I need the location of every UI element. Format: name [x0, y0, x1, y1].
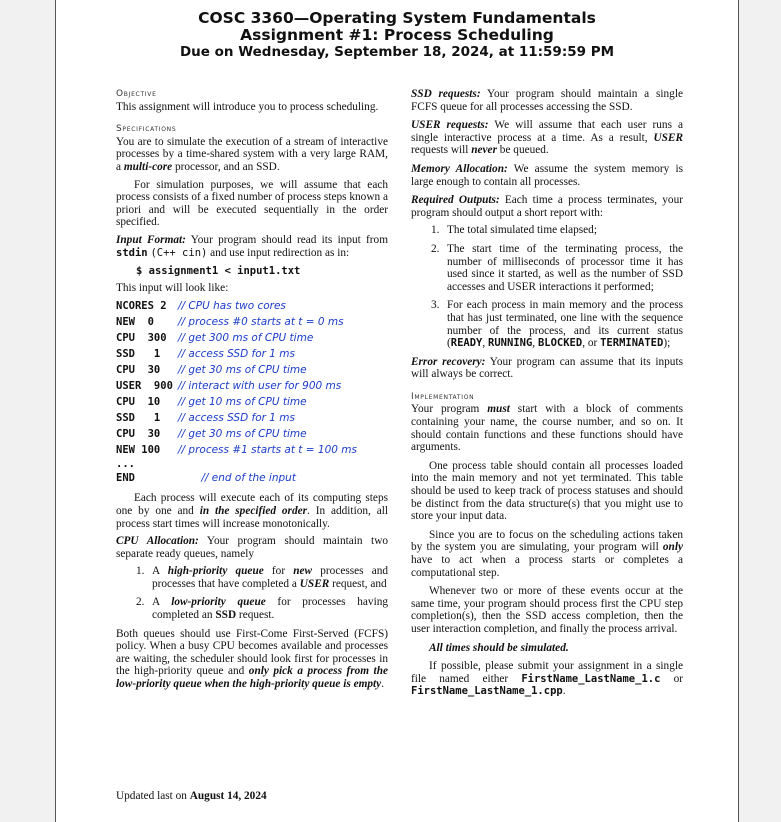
code-line: CPU 30 // get 30 ms of CPU time	[116, 428, 307, 441]
implementation-paragraph: Your program must start with a block of comments containing your name, the course number, and so on. It should contain functions and these functions should have arguments.	[411, 403, 683, 454]
code-line: SSD 1 // access SSD for 1 ms	[116, 348, 296, 361]
code-line: CPU 30 // get 30 ms of CPU time	[116, 364, 307, 377]
all-times-note: All times should be simulated.	[429, 641, 569, 654]
specifications-heading: Specifications	[116, 124, 177, 135]
list-item: 1. A high-priority queue for new processes and processes that have completed a USER request, and	[136, 565, 389, 590]
right-column	[411, 88, 683, 698]
list-item: 3. For each process in main memory and the process that has just terminated, one line with the sequence number of the process, and its current status (READY, RUNNING, BLOCKED, or TERMINATED);	[431, 299, 683, 350]
objective-heading: Objective	[116, 89, 157, 99]
memory-allocation-paragraph: Memory Allocation: We assume the system memory is large enough to contain all processes.	[411, 162, 684, 188]
due-date: Due on Wednesday, September 18, 2024, at 11:59:59 PM	[179, 44, 615, 60]
spec-paragraph-2: For simulation purposes, we will assume that each process consists of a fixed number of process steps known a priori and will be executed sequentially in the order specified.	[116, 178, 388, 229]
list-item: 2. The start time of the terminating process, the number of milliseconds of processor time it has used since it started, as well as the number of SSD accesses and USER interactions it performed;	[431, 242, 683, 293]
focus-paragraph: Since you are to focus on the scheduling actions taken by the system you are simulating, your program will only have to act when a process starts or completes a computational step.	[411, 528, 683, 579]
code-line: USER 900 // interact with user for 900 ms	[116, 380, 342, 393]
code-line: ...	[116, 458, 135, 471]
process-table-paragraph: One process table should contain all processes loaded into the main memory and not yet terminated. This table should be used to keep track of process statuses and should be distinct from the data structure(s) that you might use to store your input data.	[411, 459, 683, 523]
list-item: 2. A low-priority queue for processes having completed an SSD request.	[136, 596, 389, 622]
spec-paragraph-1: You are to simulate the execution of a stream of interactive processes by a time-shared system with a very large RAM, a multi-core processor, and an SSD.	[116, 135, 388, 173]
left-column	[116, 88, 388, 691]
document-title	[56, 10, 738, 61]
error-recovery-paragraph: Error recovery: Your program can assume that its inputs will always be correct.	[411, 355, 683, 381]
command-line: $ assignment1 < input1.txt	[136, 265, 301, 278]
required-outputs-paragraph: Required Outputs: Each time a process terminates, your program should output a short report with:	[411, 194, 683, 219]
list-item: 1. The total simulated time elapsed;	[431, 224, 597, 237]
code-line: NCORES 2 // CPU has two cores	[116, 300, 286, 313]
implementation-heading: Implementation	[411, 391, 475, 402]
input-intro: This input will look like:	[116, 281, 229, 294]
course-title: COSC 3360—Operating System Fundamentals	[198, 9, 596, 27]
code-line: NEW 0 // process #0 starts at t = 0 ms	[116, 316, 344, 329]
execution-paragraph: Each process will execute each of its computing steps one by one and in the specified order. In addition, all process start times will increase monotonically.	[116, 492, 388, 530]
queue-list	[116, 565, 388, 621]
code-line: NEW 100 // process #1 starts at t = 100 ms	[116, 444, 357, 457]
outputs-list	[411, 224, 683, 349]
fcfs-paragraph: Both queues should use First-Come First-Served (FCFS) policy. When a busy CPU becomes available and processes are waiting, the scheduler should look first for processes in the high-priority queue and only pick a process from the low-priority queue when the high-priority queue is empty.	[116, 627, 388, 691]
code-line: SSD 1 // access SSD for 1 ms	[116, 412, 296, 425]
user-requests-paragraph: USER requests: We will assume that each user runs a single interactive process at a time. As a result, USER requests will never be queued.	[411, 119, 683, 157]
input-format-paragraph: Input Format: Your program should read its input from stdin (C++ cin) and use input redirection as in:	[116, 233, 388, 259]
document-page	[55, 0, 739, 822]
ssd-requests-paragraph: SSD requests: Your program should maintain a single FCFS queue for all processes accessing the SSD.	[411, 88, 683, 113]
input-example	[116, 298, 388, 486]
assignment-title: Assignment #1: Process Scheduling	[240, 26, 554, 44]
code-line: END // end of the input	[116, 472, 296, 485]
event-order-paragraph: Whenever two or more of these events occur at the same time, your program should process first the CPU step completion(s), then the SSD access completion, then the user interaction completion, and finally the process arrival.	[411, 585, 683, 635]
code-line: CPU 10 // get 10 ms of CPU time	[116, 396, 307, 409]
objective-text: This assignment will introduce you to process scheduling.	[116, 100, 379, 113]
code-line: CPU 300 // get 300 ms of CPU time	[116, 332, 314, 345]
footer: Updated last on August 14, 2024	[116, 790, 267, 802]
submission-paragraph: If possible, please submit your assignment in a single file named either FirstName_LastName_1.c or FirstName_LastName_1.cpp.	[411, 660, 683, 698]
cpu-allocation-paragraph: CPU Allocation: Your program should maintain two separate ready queues, namely	[116, 535, 389, 560]
